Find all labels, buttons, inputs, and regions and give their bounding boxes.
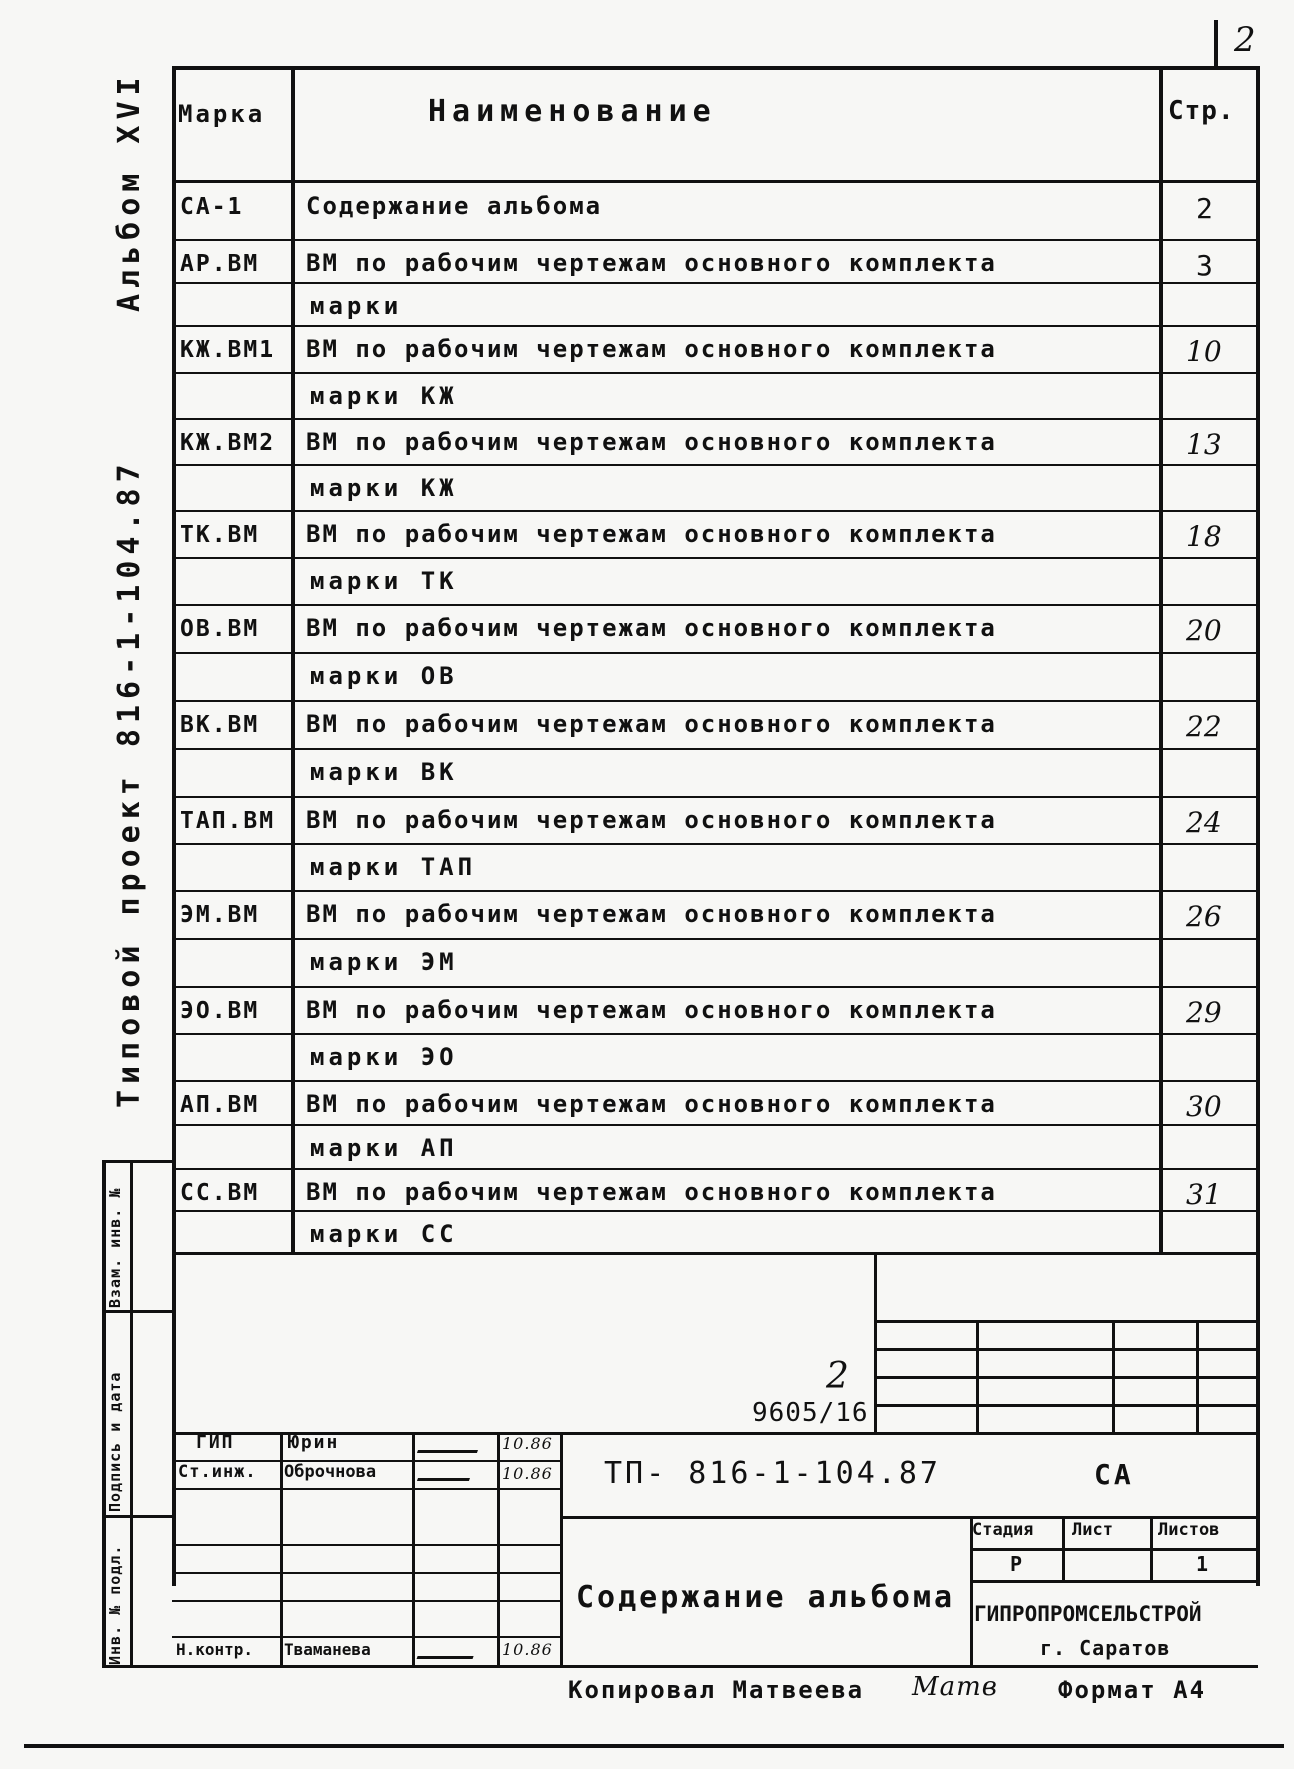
document-title: Содержание альбома <box>576 1580 956 1615</box>
row-page: 31 <box>1186 1178 1222 1211</box>
organization: ГИПРОПРОМСЕЛЬСТРОЙ <box>974 1602 1202 1626</box>
document-code: ТП- 816-1-104.87 <box>604 1456 941 1491</box>
project-label: Типовой проект 816-1-104.87 <box>112 458 147 1108</box>
date-senior-eng: 10.86 <box>502 1464 553 1483</box>
row-name-continued: марки ЭМ <box>310 948 458 976</box>
row-page: 24 <box>1186 806 1222 839</box>
sheet-label: Лист <box>1072 1520 1113 1540</box>
row-name: ВМ по рабочим чертежам основного комплекта <box>306 710 997 738</box>
header-mark: Марка <box>178 100 266 128</box>
row-page: 30 <box>1186 1090 1222 1123</box>
name-norm-control: Тваманева <box>284 1640 371 1659</box>
row-name: ВМ по рабочим чертежам основного комплекта <box>306 335 997 363</box>
row-name: ВМ по рабочим чертежам основного комплекта <box>306 249 997 277</box>
row-mark: КЖ.ВМ2 <box>180 430 276 456</box>
row-mark: КЖ.ВМ1 <box>180 337 276 363</box>
handwritten-sheet: 2 <box>826 1356 850 1397</box>
name-senior-eng: Оброчнова <box>284 1462 377 1482</box>
row-name: ВМ по рабочим чертежам основного комплекта <box>306 806 997 834</box>
row-name: ВМ по рабочим чертежам основного комплекта <box>306 520 997 548</box>
row-name-continued: марки КЖ <box>310 474 458 502</box>
row-mark: ЭО.ВМ <box>180 998 260 1024</box>
row-page: 13 <box>1186 428 1222 461</box>
copied-by: Копировал Матвеева <box>568 1676 865 1704</box>
row-name: Содержание альбома <box>306 192 603 220</box>
row-page: 3 <box>1196 249 1213 282</box>
row-name-continued: марки АП <box>310 1134 458 1162</box>
role-norm-control: Н.контр. <box>176 1640 254 1659</box>
sheet-number: 2 <box>1234 20 1257 60</box>
row-mark: СА-1 <box>180 194 244 220</box>
row-page: 22 <box>1186 710 1222 743</box>
sheets-label: Листов <box>1158 1520 1220 1540</box>
copier-signature: Матв <box>912 1672 998 1702</box>
signature-norm-control <box>417 1640 480 1659</box>
date-gip: 10.86 <box>502 1434 553 1453</box>
row-mark: АР.ВМ <box>180 251 260 277</box>
stamp-inv-original: Инв. № подл. <box>106 1544 124 1665</box>
stage-value: Р <box>1010 1552 1026 1576</box>
row-name: ВМ по рабочим чертежам основного комплекта <box>306 614 997 642</box>
row-name: ВМ по рабочим чертежам основного комплекта <box>306 1178 997 1206</box>
stamp-replaced-inv: Взам. инв. № <box>106 1187 124 1308</box>
album-label: Альбом XVI <box>112 71 147 312</box>
row-name-continued: марки ОВ <box>310 662 458 690</box>
row-mark: АП.ВМ <box>180 1092 260 1118</box>
row-name: ВМ по рабочим чертежам основного комплекта <box>306 1090 997 1118</box>
row-name-continued: марки ТАП <box>310 853 477 881</box>
row-mark: ОВ.ВМ <box>180 616 260 642</box>
sheets-value: 1 <box>1196 1552 1212 1576</box>
row-page: 18 <box>1186 520 1222 553</box>
signature-gip <box>417 1436 483 1453</box>
header-name: Наименование <box>428 94 717 129</box>
row-name: ВМ по рабочим чертежам основного комплекта <box>306 428 997 456</box>
order-number: 9605/16 <box>752 1398 869 1428</box>
document-mark: СА <box>1094 1458 1134 1491</box>
row-name-continued: марки СС <box>310 1220 458 1248</box>
row-mark: ВК.ВМ <box>180 712 260 738</box>
role-gip: ГИП <box>196 1432 235 1453</box>
row-name-continued: марки КЖ <box>310 382 458 410</box>
role-senior-eng: Ст.инж. <box>178 1462 257 1482</box>
row-mark: ТАП.ВМ <box>180 808 276 834</box>
row-page: 20 <box>1186 614 1222 647</box>
row-name-continued: марки ТК <box>310 567 458 595</box>
paper-format: Формат А4 <box>1058 1676 1207 1704</box>
row-name: ВМ по рабочим чертежам основного комплекта <box>306 996 997 1024</box>
row-page: 26 <box>1186 900 1222 933</box>
organization-city: г. Саратов <box>1040 1636 1171 1660</box>
stage-label: Стадия <box>972 1520 1034 1540</box>
row-name: ВМ по рабочим чертежам основного комплекта <box>306 900 997 928</box>
header-page: Стр. <box>1168 96 1235 126</box>
row-page: 29 <box>1186 996 1222 1029</box>
row-page: 10 <box>1186 335 1222 368</box>
name-gip: Юрин <box>288 1432 340 1453</box>
row-name-continued: марки ВК <box>310 758 458 786</box>
row-mark: ЭМ.ВМ <box>180 902 260 928</box>
row-mark: СС.ВМ <box>180 1180 260 1206</box>
row-name-continued: марки ЭО <box>310 1043 458 1071</box>
row-page: 2 <box>1196 192 1213 225</box>
stamp-signature-date: Подпись и дата <box>106 1371 124 1512</box>
row-name-continued: марки <box>310 292 403 320</box>
row-mark: ТК.ВМ <box>180 522 260 548</box>
signature-senior-eng <box>417 1464 475 1481</box>
date-norm-control: 10.86 <box>502 1640 553 1659</box>
